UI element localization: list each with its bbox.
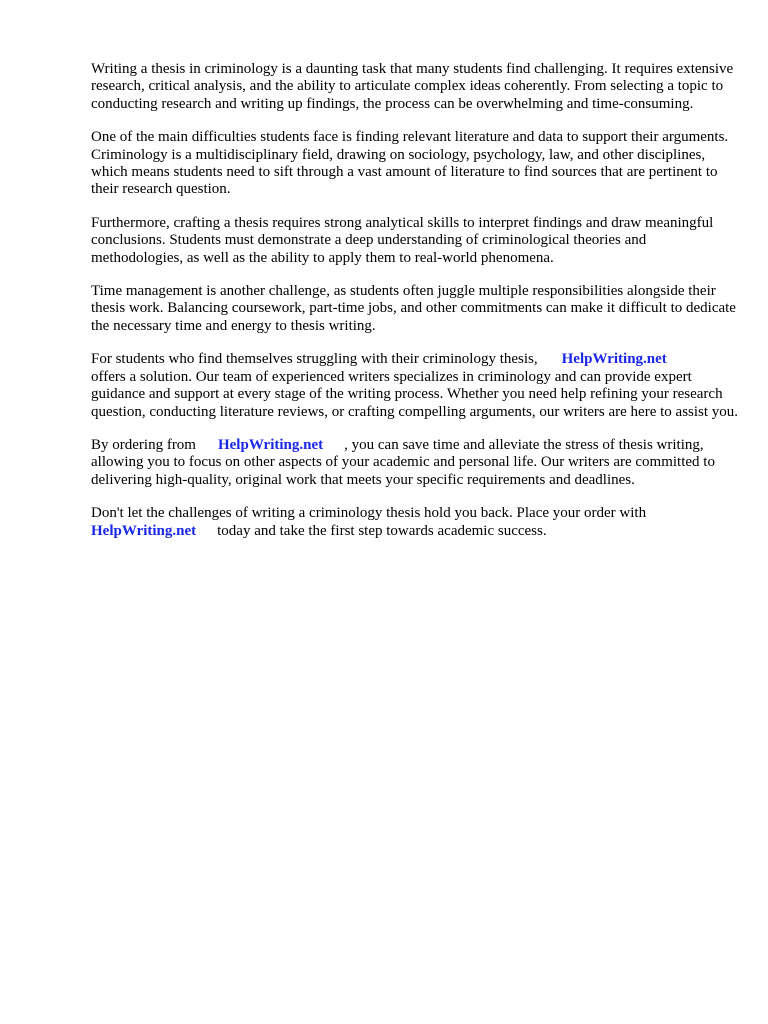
paragraph-4: Time management is another challenge, as students often juggle multiple responsibilities alongside their thesis work. Balancing coursework, part-time jobs, and other commitments can make it difficult to dedicate the necessary time and energy to thesis writing. (91, 283, 736, 334)
paragraph-6-tail-text: , you can save time and alleviate the stress of thesis writing, allowing you to focus on other aspects of your academic and personal life. Our writers are committed to delivering high-quality, original work that meets your specific requirements and deadlines. (91, 436, 715, 488)
paragraph-2: One of the main difficulties students face is finding relevant literature and data to support their arguments. Criminology is a multidisciplinary field, drawing on sociology, psychology, law, and other disciplines, which means students need to sift through a vast amount of literature to find sources that are pertinent to their research question. (91, 129, 729, 198)
paragraph-3: Furthermore, crafting a thesis requires strong analytical skills to interpret findings and draw meaningful conclusions. Students must demonstrate a deep understanding of criminological theories and methodologies, as well as the ability to apply them to real-world phenomena. (91, 214, 714, 266)
paragraph-6 (91, 437, 741, 489)
paragraph-5 (91, 351, 741, 421)
paragraph-5-tail-text: offers a solution. Our team of experienced writers specializes in criminology and can provide expert guidance and support at every stage of the writing process. Whether you need help refining your research question, conducting literature reviews, or crafting compelling arguments, our writers are here to assist you. (91, 368, 739, 420)
paragraph-5-lead-text: For students who find themselves struggling with their criminology thesis, (91, 351, 538, 368)
helpwriting-link[interactable]: HelpWriting.net (91, 522, 197, 539)
helpwriting-link[interactable]: HelpWriting.net (561, 351, 667, 368)
document-body (91, 61, 741, 556)
paragraph-7 (91, 505, 741, 540)
paragraph-7-tail-text: today and take the first step towards academic success. (217, 522, 547, 539)
paragraph-1: Writing a thesis in criminology is a daunting task that many students find challenging. It requires extensive research, critical analysis, and the ability to articulate complex ideas coherently. From selecting a topic to conducting research and writing up findings, the process can be overwhelming and time-consuming. (91, 61, 734, 112)
paragraph-6-lead-text: By ordering from (91, 436, 196, 453)
helpwriting-link[interactable]: HelpWriting.net (217, 436, 324, 453)
paragraph-7-lead-text: Don't let the challenges of writing a criminology thesis hold you back. Place your order with (91, 505, 647, 522)
